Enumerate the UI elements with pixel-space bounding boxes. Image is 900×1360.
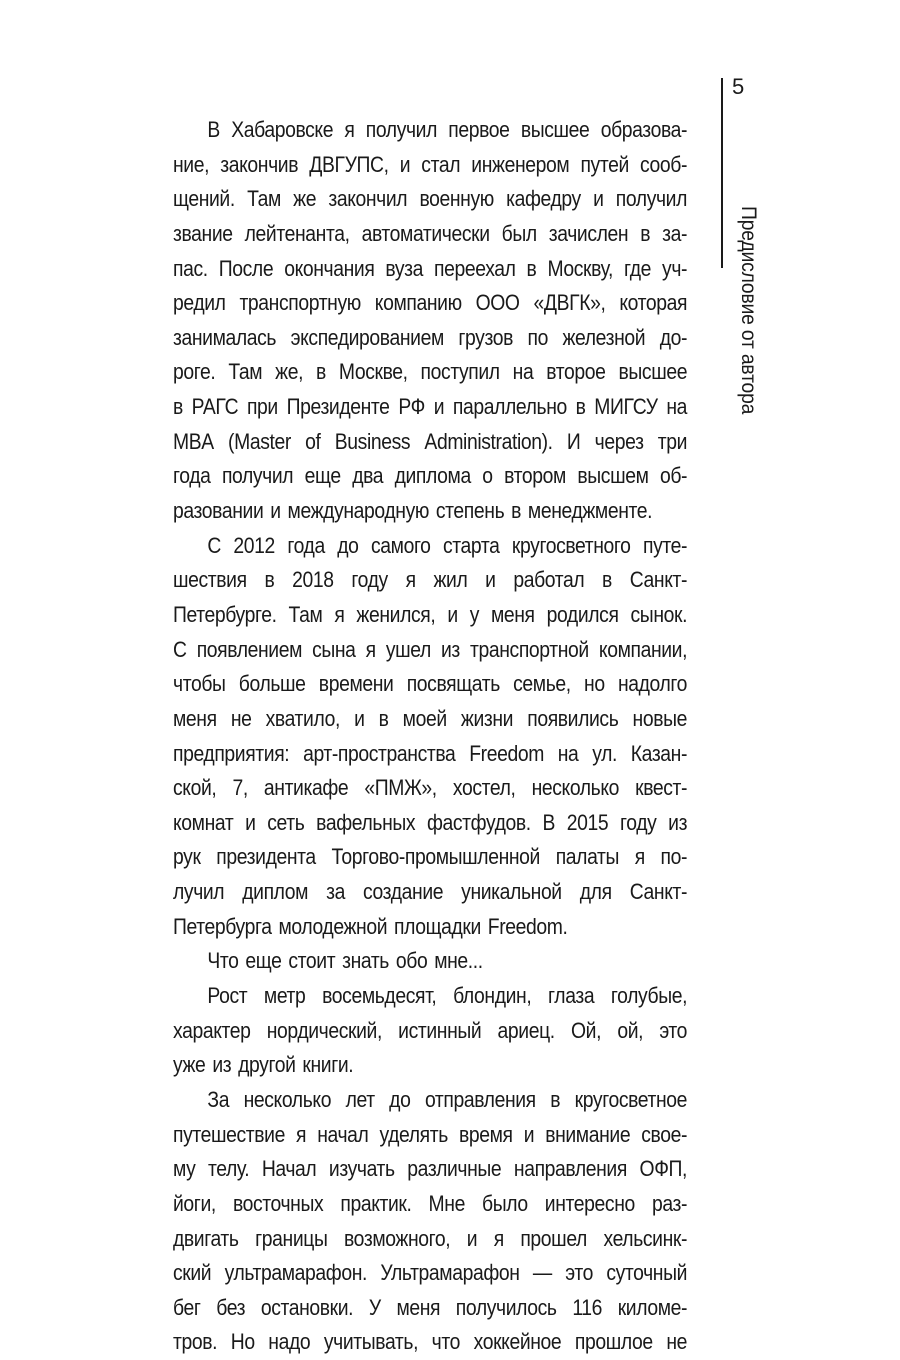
text-line: ской, 7, антикафе «ПМЖ», хостел, несколько квест- (173, 775, 688, 801)
text-line: ние, закончив ДВГУПС, и стал инженером путей сооб- (173, 151, 688, 177)
text-line: звание лейтенанта, автоматически был зачислен в за- (173, 220, 688, 246)
text-line: роге. Там же, в Москве, поступил на второе высшее (173, 359, 688, 385)
text-line: двигать границы возможного, и я прошел хельсинк- (173, 1225, 688, 1251)
text-line: разовании и международную степень в менеджменте. (173, 498, 653, 524)
text-line: занималась экспедированием грузов по железной до- (173, 324, 688, 350)
text-line: рук президента Торгово-промышленной палаты я по- (173, 844, 688, 870)
text-line: путешествие я начал уделять время и внимание свое- (173, 1121, 688, 1147)
paragraph (173, 529, 687, 945)
text-line: тров. Но надо учитывать, что хоккейное прошлое не (173, 1329, 688, 1355)
text-line: йоги, восточных практик. Мне было интересно раз- (173, 1190, 688, 1216)
text-line: Петербурге. Там я женился, и у меня родился сынок. (173, 601, 688, 627)
running-head-text: Предисловие от автора (737, 206, 760, 415)
text-line: пас. После окончания вуза переехал в Москву, где уч- (173, 255, 688, 281)
body-text (173, 113, 687, 1360)
text-line: в РАГС при Президенте РФ и параллельно в МИГСУ на (173, 394, 688, 420)
text-line: бег без остановки. У меня получилось 116 киломе- (173, 1294, 688, 1320)
text-line: предприятия: арт-пространства Freedom на ул. Казан- (173, 740, 688, 766)
text-line: лучил диплом за создание уникальной для Санкт- (173, 879, 688, 905)
paragraph (173, 1083, 687, 1360)
text-line: Что еще стоит знать обо мне... (207, 948, 483, 974)
text-line: редил транспортную компанию ООО «ДВГК», которая (173, 290, 688, 316)
paragraph (173, 979, 687, 1083)
page-number: 5 (732, 74, 745, 99)
text-line: В Хабаровске я получил первое высшее образова- (207, 117, 688, 142)
paragraph (173, 944, 687, 979)
text-line: С 2012 года до самого старта кругосветного путе- (207, 532, 688, 558)
text-line: щений. Там же закончил военную кафедру и получил (173, 186, 688, 212)
text-line: уже из другой книги. (173, 1052, 354, 1078)
text-line: характер нордический, истинный ариец. Ой, ой, это (173, 1017, 688, 1043)
vertical-rule (721, 78, 723, 268)
text-line: Рост метр восемьдесят, блондин, глаза голубые, (207, 983, 688, 1009)
text-line: му телу. Начал изучать различные направления ОФП, (173, 1156, 688, 1182)
paragraph (173, 113, 687, 529)
text-line: Петербурга молодежной площадки Freedom. (173, 913, 568, 939)
text-line: ский ультрамарафон. Ультрамарафон — это суточный (173, 1260, 688, 1286)
text-line: чтобы больше времени посвящать семье, но надолго (173, 671, 688, 697)
text-line: С появлением сына я ушел из транспортной компании, (173, 636, 688, 662)
text-line: MBA (Master of Business Administration). И через три (173, 428, 688, 454)
text-line: шествия в 2018 году я жил и работал в Санкт- (173, 567, 688, 593)
text-line: года получил еще два диплома о втором высшем об- (173, 463, 688, 489)
text-line: За несколько лет до отправления в кругосветное (207, 1086, 688, 1112)
running-head (735, 206, 761, 466)
text-line: меня не хватило, и в моей жизни появились новые (173, 705, 688, 731)
text-line: комнат и сеть вафельных фастфудов. В 2015 году из (173, 809, 688, 835)
